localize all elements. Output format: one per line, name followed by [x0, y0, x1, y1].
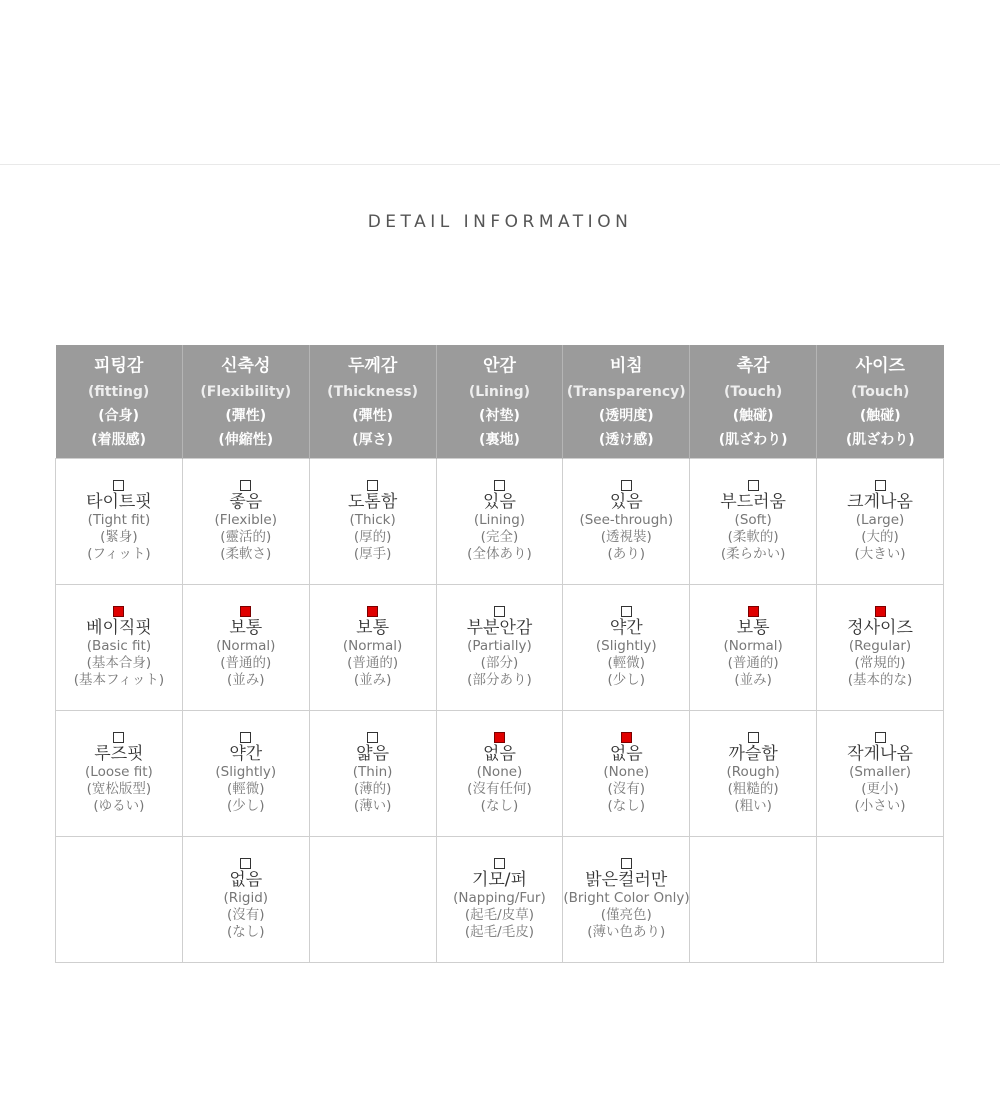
option-label-jp: (あり): [607, 546, 646, 562]
option-label-en: (Slightly): [215, 764, 277, 780]
option-label-jp: (並み): [734, 672, 772, 688]
option-label-jp: (柔軟さ): [220, 546, 272, 562]
unchecked-box-icon: [748, 732, 759, 743]
option-cell: [690, 837, 817, 963]
header-en: (Flexibility): [200, 384, 292, 400]
option-label-en: (Normal): [342, 638, 403, 654]
option-label-en: (Thin): [352, 764, 393, 780]
option-label-cn: (輕微): [226, 781, 265, 797]
table-row: [56, 459, 944, 585]
option-cell: [436, 837, 563, 963]
option-label-jp: (フィット): [87, 546, 151, 562]
option-label-jp: (並み): [353, 672, 392, 688]
header-ko: 안감: [483, 356, 516, 376]
option-cell: [182, 837, 309, 963]
option-label-ko: 약간: [609, 618, 643, 638]
option-label-jp: (並み): [226, 672, 265, 688]
header-ko: 사이즈: [855, 356, 905, 376]
option-label-en: (Basic fit): [86, 638, 152, 654]
option-cell: [56, 459, 183, 585]
header-jp: (透け感): [598, 432, 654, 448]
checked-box-icon: [748, 606, 759, 617]
column-header: [436, 345, 563, 459]
option-label-cn: (部分): [480, 655, 519, 671]
option-label-jp: (基本的な): [847, 672, 913, 688]
header-jp: (厚さ): [352, 432, 393, 448]
option-label-jp: (厚手): [353, 546, 392, 562]
option-label-en: (Large): [855, 512, 905, 528]
unchecked-box-icon: [240, 480, 251, 491]
option-label-cn: (大的): [861, 529, 899, 545]
option-cell: [563, 837, 690, 963]
option-cell: [56, 711, 183, 837]
column-header: [56, 345, 183, 459]
option-label-cn: (普通的): [347, 655, 399, 671]
option-label-cn: (沒有): [607, 781, 646, 797]
option-label-jp: (少し): [226, 798, 265, 814]
unchecked-box-icon: [113, 732, 124, 743]
header-ko: 비침: [609, 356, 643, 376]
table-row: [56, 837, 944, 963]
column-header: [309, 345, 436, 459]
option-label-en: (Smaller): [849, 764, 911, 780]
column-header: [182, 345, 309, 459]
option-label-ko: 도톰함: [347, 492, 398, 512]
header-en: (Lining): [468, 384, 531, 400]
option-label-cn: (普通的): [220, 655, 272, 671]
option-label-ko: 까슬함: [728, 744, 778, 764]
option-cell: [817, 459, 944, 585]
page-title: DETAIL INFORMATION: [367, 212, 633, 232]
option-label-cn: (普通的): [727, 655, 779, 671]
option-label-en: (Soft): [734, 512, 772, 528]
option-label-jp: (薄い色あり): [587, 924, 666, 940]
option-label-jp: (ゆるい): [93, 798, 145, 814]
checked-box-icon: [240, 606, 251, 617]
checked-box-icon: [621, 732, 632, 743]
unchecked-box-icon: [240, 858, 251, 869]
unchecked-box-icon: [621, 606, 632, 617]
header-jp: (肌ざわり): [845, 432, 915, 448]
option-label-en: (Regular): [848, 638, 912, 654]
option-label-cn: (宽松版型): [86, 781, 152, 797]
option-label-jp: (基本フィット): [73, 672, 165, 688]
option-cell: [309, 459, 436, 585]
header-en: (Touch): [723, 384, 783, 400]
option-label-cn: (完全): [480, 529, 519, 545]
option-label-ko: 작게나옴: [847, 744, 913, 764]
option-label-cn: (靈活的): [220, 529, 272, 545]
header-ko: 신축성: [221, 356, 271, 376]
option-label-jp: (柔らかい): [720, 546, 786, 562]
option-label-ko: 없음: [483, 744, 516, 764]
option-label-ko: 밝은컬러만: [585, 870, 668, 890]
option-cell: [436, 711, 563, 837]
detail-info-table: [55, 345, 944, 963]
option-label-jp: (少し): [607, 672, 646, 688]
option-label-ko: 보통: [736, 618, 770, 638]
option-label-en: (Loose fit): [85, 764, 153, 780]
option-cell: [563, 459, 690, 585]
option-cell: [563, 711, 690, 837]
option-cell: [817, 585, 944, 711]
option-label-cn: (薄的): [353, 781, 392, 797]
header-cn: (衬垫): [479, 408, 520, 424]
option-label-cn: (透視裝): [600, 529, 652, 545]
option-label-en: (Thick): [349, 512, 396, 528]
option-label-cn: (常規的): [854, 655, 906, 671]
section-divider: [0, 164, 1000, 165]
option-label-en: (Slightly): [595, 638, 657, 654]
option-label-ko: 타이트핏: [86, 492, 152, 512]
option-cell: [690, 585, 817, 711]
header-jp: (肌ざわり): [718, 432, 788, 448]
option-cell: [182, 459, 309, 585]
unchecked-box-icon: [113, 480, 124, 491]
option-cell: [817, 711, 944, 837]
option-label-cn: (僅亮色): [600, 907, 652, 923]
header-jp: (裏地): [479, 432, 520, 448]
unchecked-box-icon: [494, 480, 505, 491]
header-jp: (伸縮性): [218, 432, 274, 448]
unchecked-box-icon: [875, 732, 886, 743]
option-label-ko: 얇음: [356, 744, 390, 764]
option-label-ko: 없음: [609, 744, 643, 764]
checked-box-icon: [113, 606, 124, 617]
option-label-ko: 있음: [609, 492, 643, 512]
option-label-jp: (なし): [226, 924, 265, 940]
option-label-cn: (厚的): [353, 529, 392, 545]
header-cn: (合身): [98, 408, 140, 424]
header-ko: 피팅감: [94, 356, 144, 376]
option-label-ko: 부드러움: [720, 492, 786, 512]
header-cn: (透明度): [598, 408, 654, 424]
unchecked-box-icon: [621, 858, 632, 869]
option-label-ko: 부분안감: [466, 618, 533, 638]
option-label-jp: (粗い): [734, 798, 772, 814]
option-cell: [309, 711, 436, 837]
option-label-en: (Rough): [726, 764, 780, 780]
option-label-ko: 베이직핏: [86, 618, 152, 638]
unchecked-box-icon: [367, 480, 378, 491]
option-label-ko: 약간: [229, 744, 263, 764]
option-label-ko: 보통: [356, 618, 390, 638]
option-label-jp: (部分あり): [467, 672, 532, 688]
option-label-cn: (基本合身): [86, 655, 152, 671]
option-label-en: (Normal): [216, 638, 276, 654]
option-label-jp: (小さい): [854, 798, 906, 814]
option-label-en: (See-through): [579, 512, 674, 528]
header-cn: (触碰): [859, 408, 901, 424]
option-label-jp: (なし): [480, 798, 519, 814]
option-label-jp: (起毛/毛皮): [464, 924, 534, 940]
option-label-en: (Lining): [473, 512, 526, 528]
option-label-ko: 크게나옴: [847, 492, 913, 512]
option-label-cn: (輕微): [607, 655, 646, 671]
column-header: [817, 345, 944, 459]
option-label-ko: 루즈핏: [94, 744, 144, 764]
header-cn: (彈性): [225, 408, 267, 424]
option-label-ko: 보통: [229, 618, 263, 638]
unchecked-box-icon: [748, 480, 759, 491]
column-header: [690, 345, 817, 459]
option-label-en: (Flexible): [214, 512, 277, 528]
header-ko: 촉감: [736, 356, 770, 376]
header-cn: (触碰): [732, 408, 774, 424]
option-label-cn: (沒有任何): [467, 781, 532, 797]
option-label-cn: (沒有): [226, 907, 265, 923]
option-label-cn: (柔軟的): [727, 529, 779, 545]
option-label-en: (None): [603, 764, 650, 780]
option-label-jp: (全体あり): [467, 546, 532, 562]
option-label-jp: (大きい): [854, 546, 906, 562]
unchecked-box-icon: [240, 732, 251, 743]
header-en: (Touch): [851, 384, 910, 400]
checked-box-icon: [875, 606, 886, 617]
option-cell: [563, 585, 690, 711]
header-en: (Transparency): [566, 384, 686, 400]
unchecked-box-icon: [494, 858, 505, 869]
option-cell: [817, 837, 944, 963]
table-body: [56, 459, 944, 963]
option-label-cn: (緊身): [100, 529, 138, 545]
option-cell: [690, 459, 817, 585]
table-row: [56, 585, 944, 711]
header-en: (Thickness): [327, 384, 419, 400]
option-label-en: (Tight fit): [87, 512, 151, 528]
checked-box-icon: [494, 732, 505, 743]
option-label-ko: 정사이즈: [847, 618, 913, 638]
option-label-en: (Rigid): [223, 890, 269, 906]
header-jp: (着服感): [91, 432, 147, 448]
option-cell: [56, 585, 183, 711]
option-cell: [182, 585, 309, 711]
option-label-en: (None): [476, 764, 523, 780]
option-label-ko: 없음: [229, 870, 263, 890]
option-label-ko: 좋음: [229, 492, 263, 512]
unchecked-box-icon: [875, 480, 886, 491]
header-ko: 두께감: [347, 356, 398, 376]
option-label-ko: 기모/퍼: [471, 870, 527, 890]
option-label-ko: 있음: [483, 492, 516, 512]
unchecked-box-icon: [494, 606, 505, 617]
option-cell: [690, 711, 817, 837]
option-label-jp: (なし): [607, 798, 646, 814]
unchecked-box-icon: [367, 732, 378, 743]
header-en: (fitting): [87, 384, 150, 400]
option-cell: [182, 711, 309, 837]
option-label-en: (Napping/Fur): [453, 890, 546, 906]
option-cell: [309, 585, 436, 711]
option-cell: [436, 585, 563, 711]
option-cell: [56, 837, 183, 963]
option-cell: [309, 837, 436, 963]
checked-box-icon: [367, 606, 378, 617]
table-row: [56, 711, 944, 837]
option-label-en: (Normal): [723, 638, 783, 654]
column-header: [563, 345, 690, 459]
option-label-cn: (更小): [861, 781, 899, 797]
option-label-jp: (薄い): [353, 798, 392, 814]
option-cell: [436, 459, 563, 585]
header-row: [56, 345, 944, 459]
option-label-cn: (起毛/皮草): [464, 907, 534, 923]
unchecked-box-icon: [621, 480, 632, 491]
option-label-cn: (粗糙的): [727, 781, 779, 797]
option-label-en: (Partially): [467, 638, 532, 654]
header-cn: (彈性): [352, 408, 393, 424]
option-label-en: (Bright Color Only): [563, 890, 690, 906]
